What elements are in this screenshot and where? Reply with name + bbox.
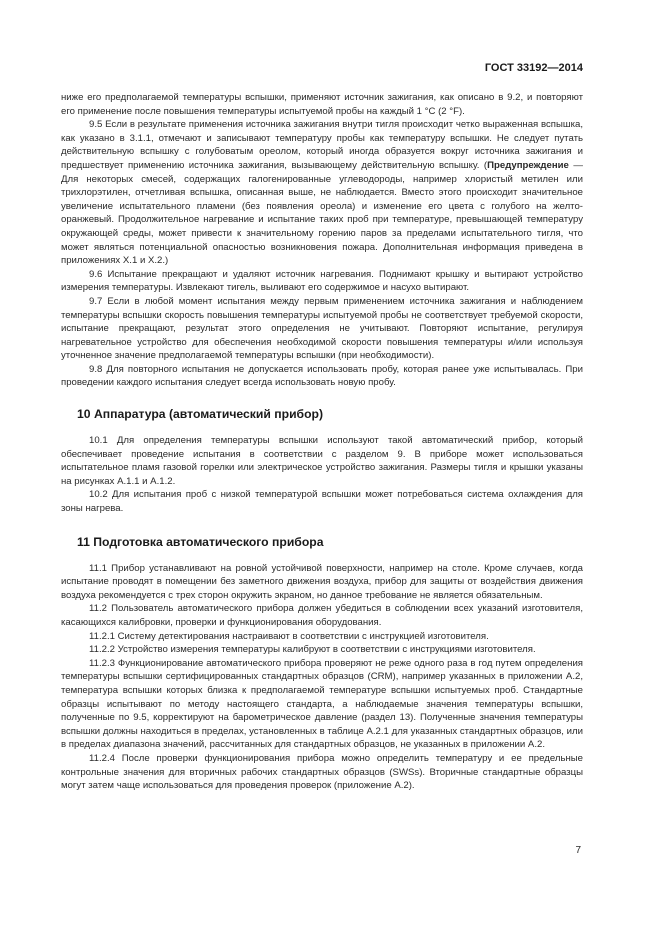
document-id-header: ГОСТ 33192—2014 [484,62,583,74]
paragraph-9-8: 9.8 Для повторного испытания не допускается использовать пробу, которая ранее уже испытывалась. При проведении каждого испытания следует всегда использовать новую пробу. [61,363,583,389]
paragraph-9-5 [61,118,583,268]
paragraph-11-2-4: 11.2.4 После проверки функционирования прибора можно определить температуру и ее предельные контрольные значения для вторичных рабочих стандартных образцов (SWSs). Вторичные стандартные образцы могут затем чаще использоваться для проведения проверок (приложение А.2). [61,752,583,792]
paragraph-11-2-3: 11.2.3 Функционирование автоматического прибора проверяют не реже одного раза в год путем определения температуры вспышки сертифицированных стандартных образцов (CRM), например указанных в приложении А.2, температура вспышки которых близка к предполагаемой температуре вспышки испытуемых проб. Стандартные образцы испытывают по методу настоящего стандарта, а наблюдаемые значения температуры вспышки, полученные по 9.5, корректируют на барометрическое давление (раздел 13). Полученные значения температуры вспышки должны находиться в пределах, установленных в таблице А.2.1 для указанных стандартных образцов, или в пределах диапазона значений, рассчитанных для стандартных образцов, не указанных в приложении А.2. [61,657,583,751]
section-10-heading: 10 Аппаратура (автоматический прибор) [77,407,324,422]
paragraph-11-2-2: 11.2.2 Устройство измерения температуры калибруют в соответствии с инструкциями изготовителя. [89,644,536,656]
paragraph-11-2: 11.2 Пользователь автоматического прибора должен убедиться в соблюдении всех указаний изготовителя, касающихся калибровки, проверки и функционирования оборудования. [61,603,583,628]
paragraph-11-1: 11.1 Прибор устанавливают на ровной устойчивой поверхности, например на столе. Кроме случаев, когда испытание проводят в помещении без заметного движения воздуха, прибор для защиты от воздействия движения воздуха рекомендуется с трех сторон окружить экраном, но данное требование не является обязательным. [61,562,583,601]
paragraph-11-2-1: 11.2.1 Систему детектирования настраивают в соответствии с инструкцией изготовителя. [89,630,489,642]
page-number: 7 [575,845,581,856]
warning-label: Предупреждение [487,159,569,171]
paragraph-9-5-text-after: — Для некоторых смесей, содержащих галогенированные углеводороды, например хлористый метилен или трихлорэтилен, отчетливая вспышка, описанная выше, не наблюдается. Вместо этого происходит значительное увеличение испытательного пламени (без появления ореола) и изменение его цвета с голубого на желто-оранжевый. Продолжительное нагревание и испытание таких проб при температуре, превышающей температуру окружающей среды, может привести к значительному горению паров за пределами испытательного тигля, что может являться потенциальной опасностью возникновения пожара. Дополнительная информация приведена в приложениях X.1 и X.2.) [61,159,583,267]
section-11-heading: 11 Подготовка автоматического прибора [77,534,324,549]
paragraph-9-7: 9.7 Если в любой момент испытания между первым применением источника зажигания и наблюдением температуры вспышки скорость повышения температуры испытуемой пробы не соответствует требуемой скорости, испытание прекращают, результат этого определения не учитывают. Повторяют испытание, регулируя нагревательное устройство для обеспечения необходимой скорости повышения температуры и/или используя уточненное значение предполагаемой температуры вспышки (при необходимости). [61,295,583,362]
document-body [61,91,583,793]
paragraph-9-6: 9.6 Испытание прекращают и удаляют источник нагревания. Поднимают крышку и вытирают устройство измерения температуры. Извлекают тигель, выливают его содержимое и насухо вытирают. [61,268,583,294]
paragraph-9-5-text-before: 9.5 Если в результате применения источника зажигания внутри тигля происходит четко выраженная вспышка, как указано в 3.1.1, отмечают и записывают температуру пробы как температуру вспышки. Не следует путать действительную вспышку с голубоватым ореолом, который иногда образуется вокруг источника зажигания и предшествует применению источника зажигания, вызывающему действительную вспышку. ( [61,119,583,171]
paragraph-10-2: 10.2 Для испытания проб с низкой температурой вспышки может потребоваться система охлаждения для зоны нагрева. [61,489,583,515]
paragraph-10-1: 10.1 Для определения температуры вспышки используют такой автоматический прибор, который обеспечивает проведение испытания в соответствии с разделом 9. В приборе может использоваться испытательное пламя газовой горелки или электрическое устройство зажигания. Размеры тигля и крышки указаны на рисунках А.1.1 и А.1.2. [61,435,583,487]
intro-paragraph: ниже его предполагаемой температуры вспышки, применяют источник зажигания, как описано в 9.2, и повторяют его применение после повышения температуры испытуемой пробы на каждый 1 °С (2 °F). [61,92,583,117]
